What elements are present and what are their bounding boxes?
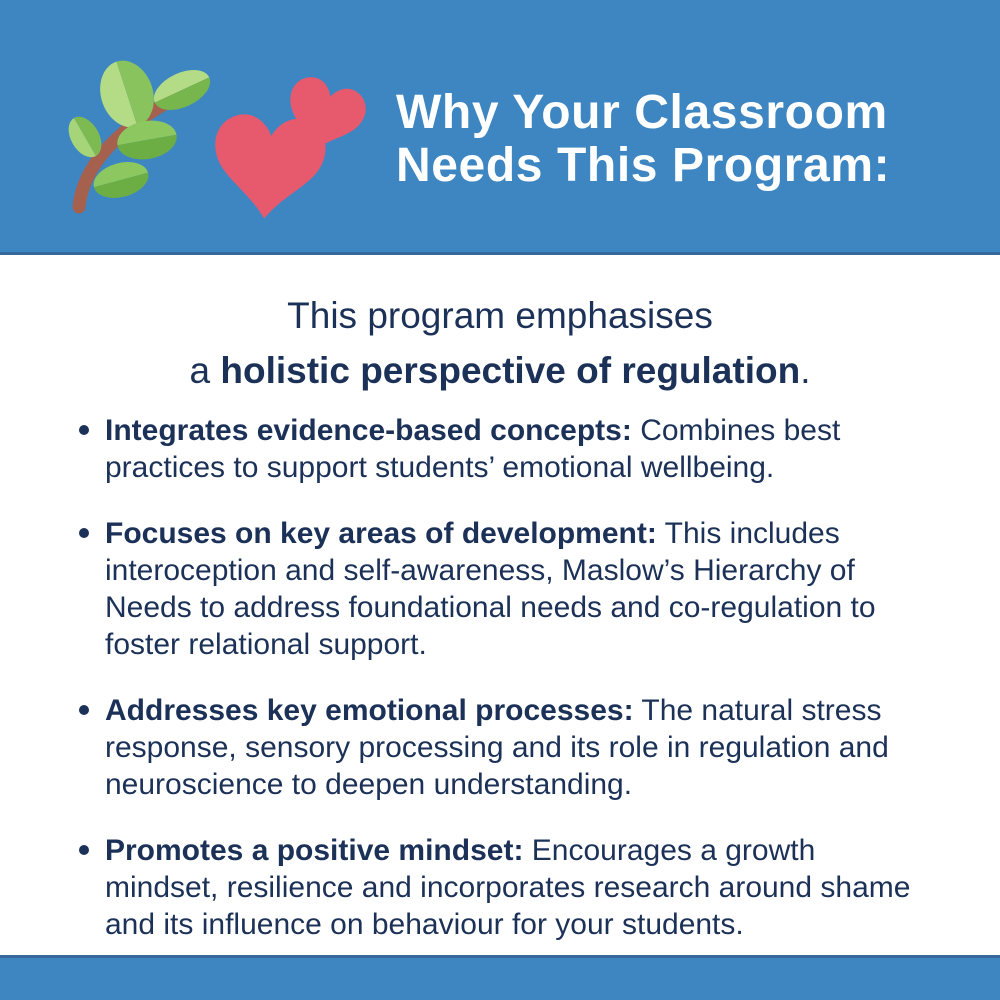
title-line-1: Why Your Classroom (396, 86, 888, 139)
hearts-icon (212, 50, 392, 218)
intro-heading (0, 288, 1000, 398)
bullet-2-text: This includes interoception and self-awareness, Maslow’s Hierarchy of Needs to address foundational needs and co-regulation to foster relational support. (105, 517, 876, 661)
bullet-item-3 (77, 692, 915, 803)
bullet-1-text: Combines best practices to support students’ emotional wellbeing. (105, 414, 841, 484)
branch-icon (55, 52, 205, 217)
bullet-item-4 (77, 832, 915, 943)
bullet-list (77, 412, 915, 972)
page-title (396, 86, 890, 192)
intro-line2-prefix: a (189, 350, 221, 391)
footer-band (0, 955, 1000, 1000)
bullet-2-lead: Focuses on key areas of development: (105, 517, 657, 550)
bullet-4-lead: Promotes a positive mindset: (105, 834, 524, 867)
bullet-4-text: Encourages a growth mindset, resilience and incorporates research around shame and its influence on behaviour for your students. (105, 834, 911, 941)
bullet-item-2 (77, 515, 915, 663)
intro-line-1: This program emphasises (287, 295, 713, 336)
bullet-3-text: The natural stress response, sensory processing and its role in regulation and neuroscience to deepen understanding. (105, 694, 889, 801)
bullet-item-1 (77, 412, 915, 486)
intro-line-2 (0, 343, 1000, 398)
title-line-2: Needs This Program: (396, 139, 891, 192)
bullet-3-lead: Addresses key emotional processes: (105, 694, 634, 727)
intro-line2-bold: holistic perspective of regulation (220, 350, 801, 391)
intro-line2-suffix: . (800, 350, 811, 391)
bullet-1-lead: Integrates evidence-based concepts: (105, 414, 632, 447)
